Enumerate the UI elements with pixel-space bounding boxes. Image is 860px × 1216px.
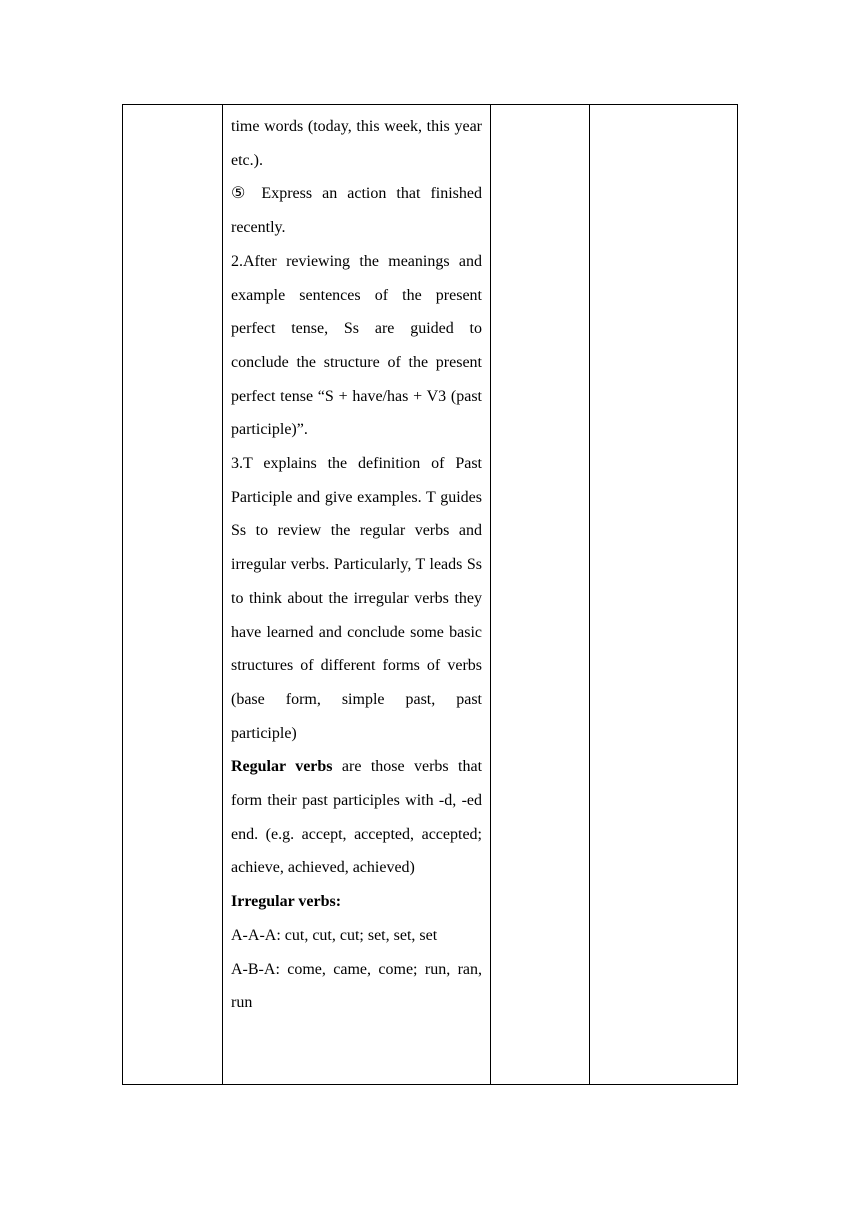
paragraph-express-action: ⑤ Express an action that finished recently.	[231, 185, 482, 237]
paragraph-irregular-heading	[231, 885, 482, 919]
column-divider-1	[222, 105, 223, 1084]
paragraph-step-2: 2.After reviewing the meanings and example sentences of the present perfect tense, Ss are guided to conclude the structure of the present perfect tense “S + have/has + V3 (past participle)”.	[231, 252, 482, 439]
column-divider-3	[589, 105, 590, 1084]
paragraph-pattern-aaa: A-A-A: cut, cut, cut; set, set, set	[231, 926, 438, 944]
paragraph-pattern-aba: A-B-A: come, came, come; run, ran, run	[231, 960, 482, 1012]
regular-verbs-term: Regular verbs	[231, 758, 333, 776]
paragraph-regular-verbs	[231, 750, 482, 885]
regular-verbs-definition: are those verbs that form their past participles with -d, -ed end. (e.g. accept, accepted, accepted; achieve, achieved, achieved)	[231, 758, 483, 877]
paragraph-step-3: 3.T explains the definition of Past Participle and give examples. T guides Ss to review the regular verbs and irregular verbs. Particularly, T leads Ss to think about the irregular verbs they have learned and conclude some basic structures of different forms of verbs (base form, simple past, past participle)	[231, 455, 482, 742]
lesson-plan-table	[122, 104, 738, 1085]
irregular-verbs-term: Irregular verbs:	[231, 893, 342, 911]
column-divider-2	[490, 105, 491, 1084]
paragraph-time-words: time words (today, this week, this year etc.).	[231, 118, 482, 169]
teaching-procedure-cell	[231, 105, 482, 1020]
